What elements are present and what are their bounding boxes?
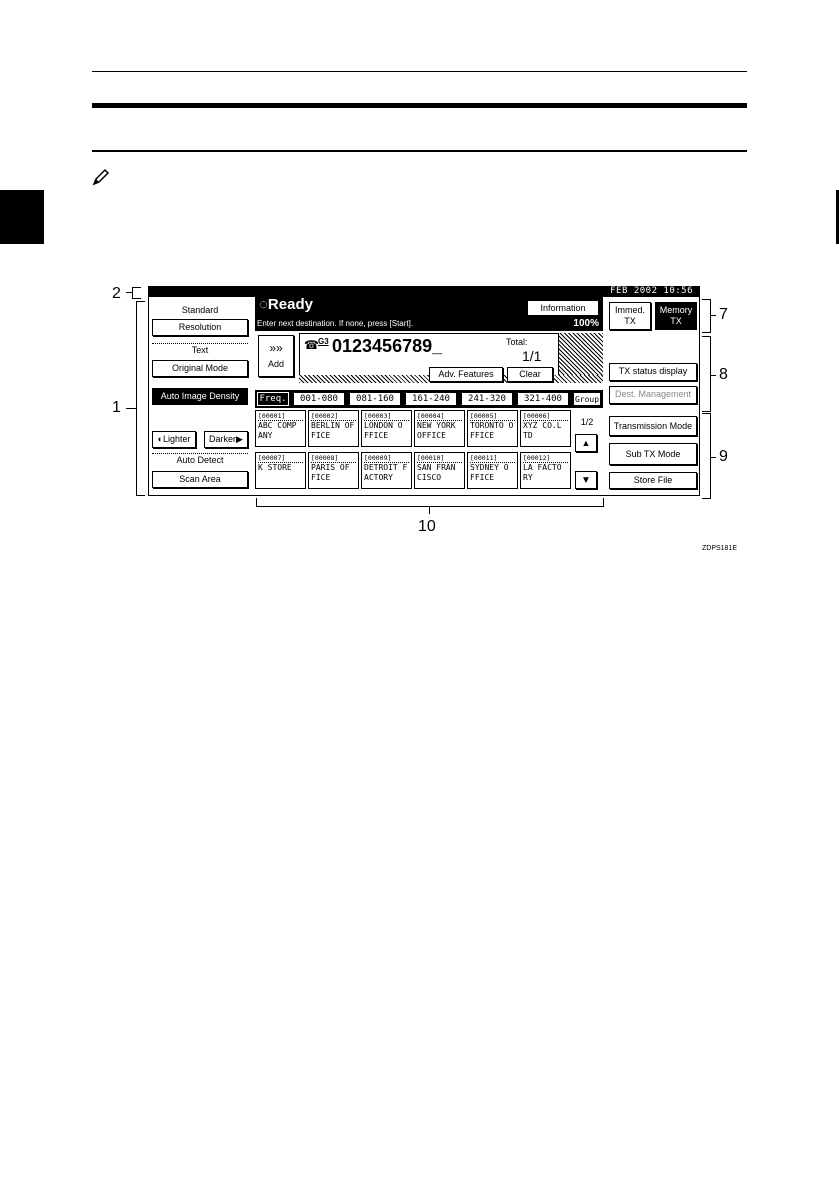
fax-number: 0123456789_ [332,336,443,356]
destination-name: K STORE [258,463,292,472]
clear-button[interactable]: Clear [507,367,553,382]
left-divider-1 [152,343,248,344]
header-bottom-rule [92,150,747,152]
destination-key[interactable] [255,410,306,447]
destination-code: [00005] [470,412,515,421]
phone-icon: ☎ [304,338,319,352]
add-arrows-icon: »» [269,341,283,355]
destination-key[interactable] [520,452,571,489]
add-destination-button[interactable]: »» Add [258,335,294,377]
destination-code: [00009] [364,454,409,463]
leader-9 [710,457,716,458]
destination-name: BERLIN OFFICE [311,421,355,440]
destination-code: [00010] [417,454,462,463]
tab-freq[interactable]: Freq. [257,392,289,406]
ready-status: ◌Ready [259,296,313,313]
callout-7: 7 [719,306,728,323]
bracket-10 [256,498,604,507]
destination-name: DETROIT FACTORY [364,463,408,482]
destination-code: [00007] [258,454,303,463]
header-thick-rule [92,103,747,108]
total-value: 1/1 [522,348,542,364]
scan-area-label: Auto Detect [176,455,224,465]
destination-name: XYZ CO.L TD [523,421,562,440]
destination-key[interactable] [467,452,518,489]
auto-image-density-button[interactable]: Auto Image Density [152,388,248,405]
scroll-up-button[interactable] [575,434,597,452]
tab-321-400[interactable]: 321-400 [517,392,569,406]
destination-key[interactable] [467,410,518,447]
destination-name: ABC COMP ANY [258,421,297,440]
status-message: Enter next destination. If none, press [Start]. [257,319,414,328]
g3-tag: G3 [318,337,329,346]
chapter-tab-marker [0,190,44,244]
bracket-9 [702,413,711,499]
destination-code: [00011] [470,454,515,463]
callout-2: 2 [112,285,121,302]
scroll-down-button[interactable] [575,471,597,489]
destination-key[interactable] [308,410,359,447]
resolution-label: Standard [181,305,219,315]
figure-code: ZDPS181E [702,545,738,552]
destination-tab-row [255,390,603,408]
destination-name: SYDNEY O FFICE [470,463,509,482]
original-mode-label: Text [191,345,209,355]
destination-code: [00008] [311,454,356,463]
callout-9: 9 [719,448,728,465]
destination-key[interactable] [308,452,359,489]
scan-area-button[interactable]: Scan Area [152,471,248,488]
fax-control-panel [148,286,700,496]
tab-161-240[interactable]: 161-240 [405,392,457,406]
leader-8 [710,375,716,376]
pencil-note-icon [92,168,110,186]
sub-tx-mode-button[interactable]: Sub TX Mode [609,443,697,465]
total-label: Total: [506,337,528,347]
destination-key[interactable] [255,452,306,489]
dest-management-button[interactable]: Dest. Management [609,386,697,404]
destination-code: [00006] [523,412,568,421]
adv-features-button[interactable]: Adv. Features [429,367,503,382]
memory-percent: 100% [573,318,599,329]
leader-1 [126,408,136,409]
leader-7 [710,315,716,316]
callout-1: 1 [112,399,121,416]
datetime-display: FEB 2002 10:56 [610,286,693,296]
top-thin-rule [92,71,747,72]
original-mode-button[interactable]: Original Mode [152,360,248,377]
store-file-button[interactable]: Store File [609,472,697,489]
destination-key[interactable] [414,452,465,489]
destination-code: [00012] [523,454,568,463]
destination-key[interactable] [414,410,465,447]
ready-ring-icon: ◌ [259,296,268,313]
callout-10: 10 [418,518,436,535]
tx-status-display-button[interactable]: TX status display [609,363,697,381]
destination-name: TORONTO OFFICE [470,421,514,440]
information-button[interactable]: Information [527,300,599,316]
destination-hatched-area [559,333,603,375]
bracket-7 [702,299,711,333]
arrow-down-icon: ▼ [581,475,591,486]
tab-241-320[interactable]: 241-320 [461,392,513,406]
tab-001-080[interactable]: 001-080 [293,392,345,406]
leader-2 [126,292,132,293]
tab-081-160[interactable]: 081-160 [349,392,401,406]
destination-name: LA FACTO RY [523,463,562,482]
transmission-mode-button[interactable]: Transmission Mode [609,416,697,436]
destination-name: PARIS OF FICE [311,463,350,482]
destination-code: [00002] [311,412,356,421]
bracket-1 [136,301,145,496]
immed-tx-button[interactable]: Immed. TX [609,302,651,330]
destination-code: [00003] [364,412,409,421]
callout-8: 8 [719,366,728,383]
bracket-8 [702,336,711,412]
leader-10 [429,506,430,514]
resolution-button[interactable]: Resolution [152,319,248,336]
lighter-button[interactable]: ◐Lighter [152,431,196,448]
tab-group[interactable]: Group [573,392,601,406]
panel-top-bar [149,287,699,297]
darker-button[interactable]: Darker▶ [204,431,248,448]
memory-tx-button[interactable]: Memory TX [655,302,697,330]
destination-name: SAN FRAN CISCO [417,463,456,482]
destination-key[interactable] [361,452,412,489]
destination-name: NEW YORK OFFICE [417,421,456,440]
bracket-2 [132,287,141,299]
destination-key[interactable] [520,410,571,447]
lighter-arrow-icon: ◐ [157,434,163,444]
destination-grid [255,410,571,492]
darker-arrow-icon: ▶ [236,434,243,444]
page-indicator: 1/2 [580,417,594,427]
destination-code: [00001] [258,412,303,421]
destination-code: [00004] [417,412,462,421]
destination-key[interactable] [361,410,412,447]
arrow-up-icon: ▲ [581,438,591,448]
left-divider-2 [152,453,248,454]
destination-name: LONDON O FFICE [364,421,403,440]
